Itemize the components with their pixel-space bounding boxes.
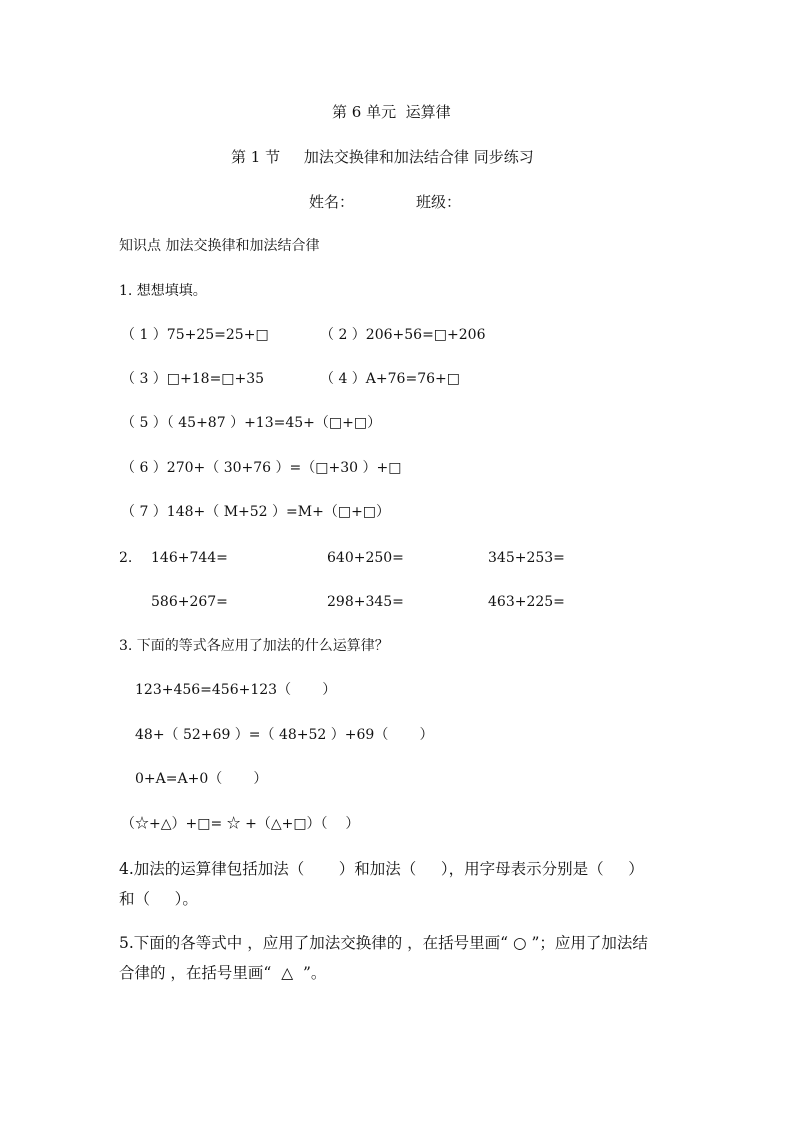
question-1-item-3: （ 3 ）□+18=□+35 [121,371,265,387]
name-class-line: 姓名： 班级： [309,193,461,211]
question-1-title: 1. 想想填填。 [119,283,207,299]
section-title: 第 1 节 加法交换律和加法结合律 同步练习 [231,148,534,166]
question-2-item-6: 463+225= [488,594,565,610]
question-3-item-4: （☆+△）+□= ☆ +（△+□）（ ） [121,816,360,832]
question-3-item-2: 48+（ 52+69 ）=（ 48+52 ）+69（ ） [135,727,434,743]
question-5-line-1: 5.下面的各等式中 ，应用了加法交换律的 ，在括号里画“ ○ ”；应用了加法结 [119,934,648,952]
question-2-item-5: 298+345= [327,594,404,610]
question-2-item-2: 640+250= [327,550,404,566]
question-1-item-7: （ 7 ）148+（ M+52 ）=M+（□+□） [121,504,391,520]
question-1-item-5: （ 5 ）（ 45+87 ）+13=45+（□+□） [121,415,382,431]
question-2-number: 2. [119,550,133,566]
question-1-item-6: （ 6 ）270+（ 30+76 ）=（□+30 ）+□ [121,460,402,476]
question-4-line-1: 4.加法的运算律包括加法（ ）和加法（ ），用字母表示分别是（ ） [119,860,644,878]
question-1-item-2: （ 2 ）206+56=□+206 [320,327,486,343]
question-1-item-4: （ 4 ）A+76=76+□ [320,371,460,387]
knowledge-point-heading: 知识点 加法交换律和加法结合律 [119,238,320,254]
question-3-item-3: 0+A=A+0（ ） [135,771,268,787]
question-5-line-2: 合律的 ，在括号里画“ △ ”。 [119,964,327,982]
question-4-line-2: 和（ ）。 [119,890,198,908]
question-3-item-1: 123+456=456+123（ ） [135,682,337,698]
unit-title: 第 6 单元 运算律 [332,103,451,121]
question-2-item-4: 586+267= [151,594,228,610]
question-2-item-3: 345+253= [488,550,565,566]
question-3-title: 3. 下面的等式各应用了加法的什么运算律？ [119,638,389,654]
question-2-item-1: 146+744= [151,550,228,566]
question-1-item-1: （ 1 ）75+25=25+□ [121,327,269,343]
